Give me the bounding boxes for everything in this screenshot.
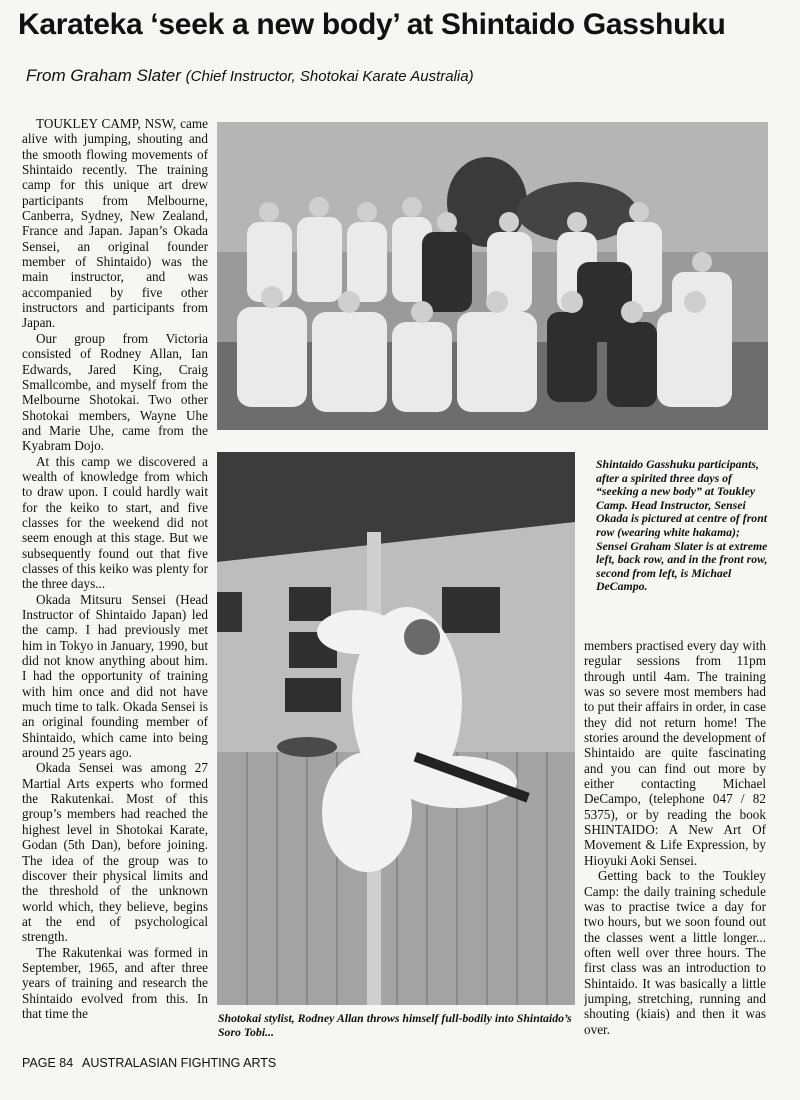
paragraph: Our group from Victoria consisted of Rodney Allan, Ian Edwards, Jared King, Craig Smallcombe, and myself from the Melbourne Shotokai. Two other Shotokai members, Wayne Uhe and Marie Uhe, came from the Kyabram Dojo.	[22, 330, 208, 454]
jump-photo	[217, 452, 575, 1005]
page-footer	[22, 1056, 282, 1070]
paragraph: Okada Mitsuru Sensei (Head Instructor of Shintaido Japan) led the camp. I had previously met him in Tokyo in January, 1990, but did not know anything about him. I had the opportunity of training with him once and did not have much time to talk. Okada Sensei is an original founding member of Shintaido, which came into being around 25 years ago.	[22, 591, 208, 761]
group-photo	[217, 122, 768, 430]
paragraph: members practised every day with regular sessions from 11pm through until 4am. The training was so severe most members had to put their affairs in order, in case they did not return home! The stories around the development of Shintaido are quite fascinating and you can find out more by either contacting Michael DeCampo, (telephone 047 / 82 5375), or by reading the book SHINTAIDO: A New Art Of Movement & Life Expression, by Hioyuki Aoki Sensei.	[584, 638, 766, 868]
article-column-left	[22, 116, 208, 1048]
page-number: PAGE 84	[22, 1056, 74, 1070]
byline-affiliation: (Chief Instructor, Shotokai Karate Australia)	[185, 68, 474, 85]
paragraph: Getting back to the Toukley Camp: the daily training schedule was to practise twice a day for two hours, but we soon found out the classes went a little longer... often well over three hours. The first class was an introduction to Shintaido. It was basically a little jumping, stretching, running and shouting (kiais) and then it was over.	[584, 868, 766, 1037]
byline-author: From Graham Slater	[26, 66, 181, 85]
jump-photo-caption: Shotokai stylist, Rodney Allan throws himself full-bodily into Shintaido’s Soro Tobi...	[218, 1011, 572, 1039]
article-byline	[26, 66, 766, 86]
article-column-right	[584, 638, 766, 1062]
paragraph: At this camp we discovered a wealth of knowledge from which to draw upon. I could hardly wait for the keiko to start, and five classes for the weekend did not seem enough at this stage. But we subsequently found out that five classes of this keiko was plenty for the three days...	[22, 453, 208, 592]
group-photo-caption: Shintaido Gasshuku participants, after a spirited three days of “seeking a new body” at Toukley Camp. Head Instructor, Sensei Okada is pictured at centre of front row (wearing white hakama); Sensei Graham Slater is at extreme left, back row, and in the front row, second from left, is Michael DeCampo.	[596, 457, 768, 594]
paragraph: The Rakutenkai was formed in September, 1965, and after three years of training and research the Shintaido evolved from this. In that time the	[22, 944, 208, 1021]
publication-name: AUSTRALASIAN FIGHTING ARTS	[81, 1056, 277, 1070]
paragraph: TOUKLEY CAMP, NSW, came alive with jumping, shouting and the smooth flowing movements of Shintaido recently. The training camp for this unique art drew participants from Melbourne, Canberra, Sydney, New Zealand, France and Japan. Japan’s Okada Sensei, an original founder member of Shintaido) was the main instructor, and was accompanied by five other instructors and participants from Japan.	[22, 116, 208, 331]
paragraph: Okada Sensei was among 27 Martial Arts experts who formed the Rakutenkai. Most of this group’s members had reached the highest level in Shotokai Karate, Godan (5th Dan), before joining. The idea of the group was to discover their physical limits and the threshold of the unknown world which, they believe, begins at the end of psychological strength.	[22, 760, 208, 945]
article-headline: Karateka ‘seek a new body’ at Shintaido Gasshuku	[18, 8, 726, 41]
